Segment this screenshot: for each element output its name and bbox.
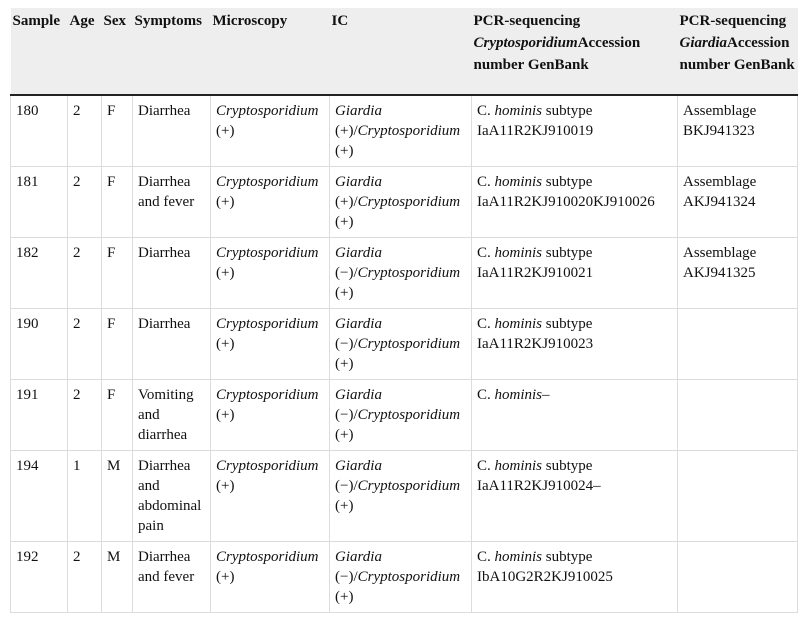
cell-symptoms: Diarrhea and fever [133,167,211,238]
cell-sex: F [102,380,133,451]
cell-sample: 190 [11,309,68,380]
cell-pcr-crypto: C. hominis subtype IaA11R2KJ910024– [472,451,678,542]
cell-ic: Giardia (+)/Cryptosporidium (+) [330,95,472,167]
cell-ic: Giardia (−)/Cryptosporidium (+) [330,451,472,542]
table-row [11,309,798,380]
cell-sample: 192 [11,542,68,613]
cell-sex: F [102,309,133,380]
cell-ic: Giardia (+)/Cryptosporidium (+) [330,167,472,238]
cell-pcr-giardia [678,451,798,542]
cell-microscopy: Cryptosporidium (+) [211,451,330,542]
cell-pcr-giardia: Assemblage BKJ941323 [678,95,798,167]
cell-sample: 182 [11,238,68,309]
cell-age: 2 [68,238,102,309]
cell-pcr-crypto: C. hominis subtype IbA10G2R2KJ910025 [472,542,678,613]
cell-microscopy: Cryptosporidium (+) [211,542,330,613]
cell-sample: 181 [11,167,68,238]
cell-sex: F [102,238,133,309]
cell-age: 2 [68,95,102,167]
table-row [11,542,798,613]
header-sex: Sex [102,8,133,95]
table-row [11,167,798,238]
cell-sex: M [102,451,133,542]
cell-symptoms: Diarrhea [133,238,211,309]
cell-sample: 191 [11,380,68,451]
cell-ic: Giardia (−)/Cryptosporidium (+) [330,238,472,309]
table-body [11,95,798,613]
cell-ic: Giardia (−)/Cryptosporidium (+) [330,309,472,380]
table-row [11,451,798,542]
cell-sample: 194 [11,451,68,542]
cell-symptoms: Diarrhea [133,95,211,167]
header-ic: IC [330,8,472,95]
header-row [11,8,798,95]
cell-pcr-crypto: C. hominis– [472,380,678,451]
cell-sample: 180 [11,95,68,167]
cell-sex: M [102,542,133,613]
cell-pcr-giardia: Assemblage AKJ941325 [678,238,798,309]
cell-pcr-crypto: C. hominis subtype IaA11R2KJ910020KJ910026 [472,167,678,238]
cell-age: 2 [68,167,102,238]
cell-sex: F [102,167,133,238]
header-age: Age [68,8,102,95]
cell-pcr-crypto: C. hominis subtype IaA11R2KJ910021 [472,238,678,309]
cell-microscopy: Cryptosporidium (+) [211,238,330,309]
cell-ic: Giardia (−)/Cryptosporidium (+) [330,380,472,451]
cell-ic: Giardia (−)/Cryptosporidium (+) [330,542,472,613]
cell-microscopy: Cryptosporidium (+) [211,309,330,380]
cell-pcr-giardia [678,309,798,380]
header-symptoms: Symptoms [133,8,211,95]
header-microscopy: Microscopy [211,8,330,95]
cell-age: 1 [68,451,102,542]
header-pcr-giardia: PCR-sequencing GiardiaAccession number GenBank [678,8,798,95]
table-row [11,380,798,451]
cell-symptoms: Diarrhea [133,309,211,380]
cell-pcr-giardia [678,542,798,613]
cell-age: 2 [68,542,102,613]
cell-microscopy: Cryptosporidium (+) [211,380,330,451]
table-row [11,95,798,167]
header-sample: Sample [11,8,68,95]
header-pcr-crypto: PCR-sequencing CryptosporidiumAccession number GenBank [472,8,678,95]
cell-pcr-crypto: C. hominis subtype IaA11R2KJ910019 [472,95,678,167]
cell-age: 2 [68,380,102,451]
cell-microscopy: Cryptosporidium (+) [211,167,330,238]
cell-age: 2 [68,309,102,380]
cell-pcr-giardia [678,380,798,451]
cell-symptoms: Diarrhea and fever [133,542,211,613]
cell-symptoms: Diarrhea and abdominal pain [133,451,211,542]
table-row [11,238,798,309]
cell-microscopy: Cryptosporidium (+) [211,95,330,167]
cell-symptoms: Vomiting and diarrhea [133,380,211,451]
results-table [10,8,798,613]
cell-pcr-giardia: Assemblage AKJ941324 [678,167,798,238]
cell-pcr-crypto: C. hominis subtype IaA11R2KJ910023 [472,309,678,380]
cell-sex: F [102,95,133,167]
